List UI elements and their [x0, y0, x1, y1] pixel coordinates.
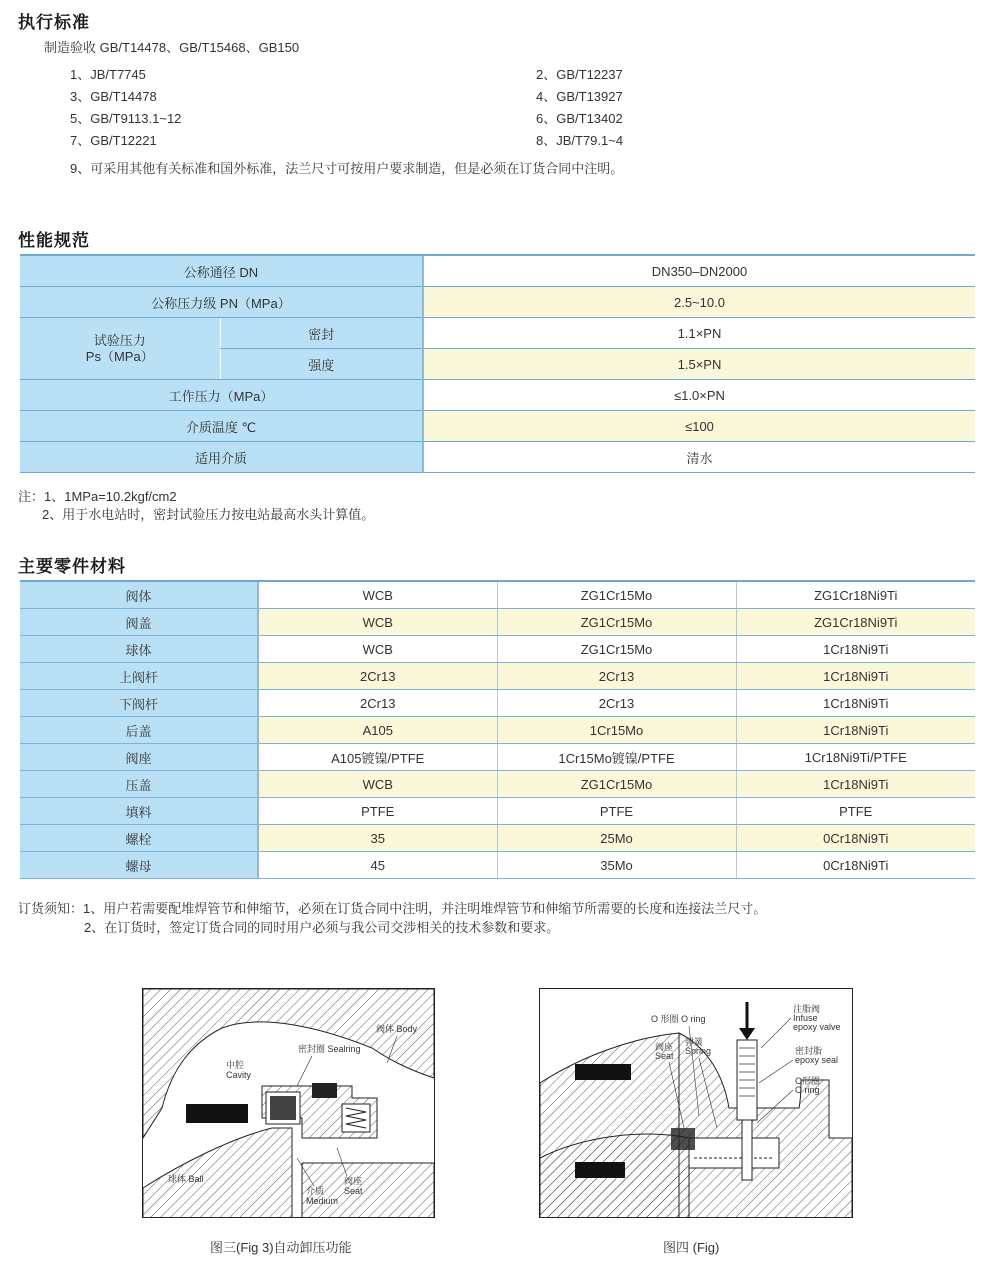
material-cell: 2Cr13 — [258, 663, 497, 690]
fig4-label: epoxy valve — [793, 1022, 841, 1032]
fig3-diagram — [142, 988, 435, 1218]
spec-label: 介质温度 ℃ — [20, 411, 423, 442]
standard-note-9: 9、可采用其他有关标准和国外标准，法兰尺寸可按用户要求制造，但是必须在订货合同中注明。 — [70, 161, 624, 176]
spec-label: 适用介质 — [20, 442, 423, 473]
table-row — [20, 717, 975, 744]
material-cell: ZG1Cr18Ni9Ti — [736, 582, 975, 609]
material-cell: WCB — [258, 582, 497, 609]
fig4-label: O 形圈 O ring — [651, 1014, 706, 1024]
material-cell: ZG1Cr18Ni9Ti — [736, 609, 975, 636]
material-cell: 0Cr18Ni9Ti — [736, 852, 975, 879]
table-row — [20, 442, 975, 473]
fig3-label: Seat — [344, 1186, 363, 1196]
part-name: 后盖 — [20, 717, 258, 744]
standard-item: 5、GB/T9113.1~12 — [70, 111, 182, 126]
part-name: 球体 — [20, 636, 258, 663]
fig4-label: Infuse — [793, 1013, 818, 1023]
fig4-seal — [671, 1128, 695, 1150]
material-cell: A105镀镍/PTFE — [258, 744, 497, 771]
table-row — [20, 663, 975, 690]
part-name: 阀座 — [20, 744, 258, 771]
fig3-label: 中腔 — [226, 1060, 245, 1070]
fig3-label: 阀座 — [344, 1176, 363, 1186]
table-row — [20, 771, 975, 798]
fig4-label: epoxy seal — [795, 1055, 839, 1065]
table-row — [20, 582, 975, 609]
material-cell: 2Cr13 — [497, 690, 736, 717]
fig4-label: O ring — [795, 1085, 820, 1095]
spec-value: ≤1.0×PN — [423, 380, 975, 411]
part-name: 阀盖 — [20, 609, 258, 636]
standard-item: 8、JB/T79.1~4 — [536, 133, 624, 148]
fig4-label: 注脂阀 — [793, 1004, 821, 1014]
material-cell: 1Cr18Ni9Ti — [736, 663, 975, 690]
spec-label: 公称压力级 PN（MPa） — [20, 287, 423, 318]
material-cell: 45 — [258, 852, 497, 879]
standard-item: 1、JB/T7745 — [70, 67, 146, 82]
fig4-label: 阀座 — [655, 1042, 674, 1052]
material-cell: 0Cr18Ni9Ti — [736, 825, 975, 852]
standards-intro: 制造验收 GB/T14478、GB/T15468、GB150 — [44, 40, 300, 55]
materials-table — [20, 582, 975, 879]
table-row — [20, 852, 975, 879]
part-name: 上阀杆 — [20, 663, 258, 690]
material-cell: 1Cr18Ni9Ti — [736, 771, 975, 798]
performance-note-2: 2、用于水电站时，密封试验压力按电站最高水头计算值。 — [42, 507, 375, 522]
performance-note-1: 注：1、1MPa=10.2kgf/cm2 — [18, 489, 177, 504]
material-cell: ZG1Cr15Mo — [497, 609, 736, 636]
material-cell: 1Cr18Ni9Ti — [736, 690, 975, 717]
material-cell: 2Cr13 — [497, 663, 736, 690]
part-name: 螺母 — [20, 852, 258, 879]
spec-value: ≤100 — [423, 411, 975, 442]
test-label-line1: 试验压力 — [93, 332, 146, 348]
table-row — [20, 798, 975, 825]
table-row — [20, 609, 975, 636]
standard-item: 3、GB/T14478 — [70, 89, 157, 104]
performance-table — [20, 256, 975, 473]
table-row — [20, 690, 975, 717]
standard-item: 4、GB/T13927 — [536, 89, 623, 104]
fig3-label: 介质 — [306, 1186, 325, 1196]
material-cell: 2Cr13 — [258, 690, 497, 717]
table-row — [20, 825, 975, 852]
material-cell: 1Cr15Mo — [497, 717, 736, 744]
fig4-label: 密封脂 — [795, 1046, 823, 1056]
spec-value: DN350–DN2000 — [423, 256, 975, 287]
part-name: 螺栓 — [20, 825, 258, 852]
fig3-marker — [186, 1104, 248, 1123]
material-cell: A105 — [258, 717, 497, 744]
table-row — [20, 287, 975, 318]
material-cell: PTFE — [736, 798, 975, 825]
fig4-marker-top — [575, 1064, 631, 1080]
material-cell: PTFE — [258, 798, 497, 825]
standard-item: 6、GB/T13402 — [536, 111, 623, 126]
material-cell: 1Cr18Ni9Ti — [736, 717, 975, 744]
spec-label: 工作压力（MPa） — [20, 380, 423, 411]
spec-value: 清水 — [423, 442, 975, 473]
fig4-label: Spring — [685, 1046, 712, 1056]
standard-item: 2、GB/T12237 — [536, 67, 623, 82]
material-cell: ZG1Cr15Mo — [497, 771, 736, 798]
spec-value: 2.5~10.0 — [423, 287, 975, 318]
fig4-label: Seat — [655, 1051, 674, 1061]
fig4-marker-bottom — [575, 1162, 625, 1178]
order-note-2: 2、在订货时，签定订货合同的同时用户必须与我公司交涉相关的技术参数和要求。 — [84, 920, 560, 935]
fig3-label: 密封圈 Sealring — [298, 1044, 361, 1054]
order-note-1: 订货须知：1、用户若需要配堆焊管节和伸缩节，必须在订货合同中注明，并注明堆焊管节和伸缩节所需要的长度和连接法兰尺寸。 — [18, 901, 767, 916]
spec-value: 1.1×PN — [423, 318, 975, 349]
table-row — [20, 318, 975, 349]
fig4-label: 弹簧 — [685, 1037, 704, 1047]
material-cell: 1Cr18Ni9Ti — [736, 636, 975, 663]
fig3-label: 阀体 Body — [376, 1024, 418, 1034]
spec-label: 公称通径 DN — [20, 256, 423, 287]
fig3-caption: 图三(Fig 3)自动卸压功能 — [210, 1240, 352, 1255]
part-name: 下阀杆 — [20, 690, 258, 717]
fig3-label: Cavity — [226, 1070, 252, 1080]
fig4-infuse-channel — [742, 1120, 752, 1180]
table-row — [20, 744, 975, 771]
material-cell: 25Mo — [497, 825, 736, 852]
table-row — [20, 411, 975, 442]
material-cell: WCB — [258, 636, 497, 663]
spec-value: 1.5×PN — [423, 349, 975, 380]
test-label-line2: Ps（MPa） — [85, 348, 154, 364]
table-row — [20, 380, 975, 411]
fig4-diagram — [539, 988, 853, 1218]
spec-label: 强度 — [220, 349, 423, 380]
table-row — [20, 636, 975, 663]
fig4-label: O形圈 — [795, 1076, 821, 1086]
material-cell: 1Cr18Ni9Ti/PTFE — [736, 744, 975, 771]
material-cell: 35Mo — [497, 852, 736, 879]
material-cell: 35 — [258, 825, 497, 852]
fig3-label: 球体 Ball — [168, 1174, 204, 1184]
part-name: 填料 — [20, 798, 258, 825]
material-cell: PTFE — [497, 798, 736, 825]
spec-label: 密封 — [220, 318, 423, 349]
fig4-caption: 图四 (Fig) — [663, 1240, 720, 1255]
material-cell: ZG1Cr15Mo — [497, 582, 736, 609]
standard-item: 7、GB/T12221 — [70, 133, 157, 148]
fig3-label: Medium — [306, 1196, 339, 1206]
part-name: 压盖 — [20, 771, 258, 798]
part-name: 阀体 — [20, 582, 258, 609]
table-row — [20, 256, 975, 287]
spec-label-test-pressure — [20, 318, 220, 380]
material-cell: 1Cr15Mo镀镍/PTFE — [497, 744, 736, 771]
performance-heading: 性能规范 — [18, 231, 90, 250]
standards-heading: 执行标准 — [18, 13, 90, 32]
fig3-sealring-core — [270, 1096, 296, 1120]
fig4-seat — [689, 1138, 779, 1168]
material-cell: WCB — [258, 609, 497, 636]
material-cell: ZG1Cr15Mo — [497, 636, 736, 663]
fig3-oring-detail — [312, 1083, 337, 1098]
material-cell: WCB — [258, 771, 497, 798]
materials-heading: 主要零件材料 — [18, 557, 126, 576]
